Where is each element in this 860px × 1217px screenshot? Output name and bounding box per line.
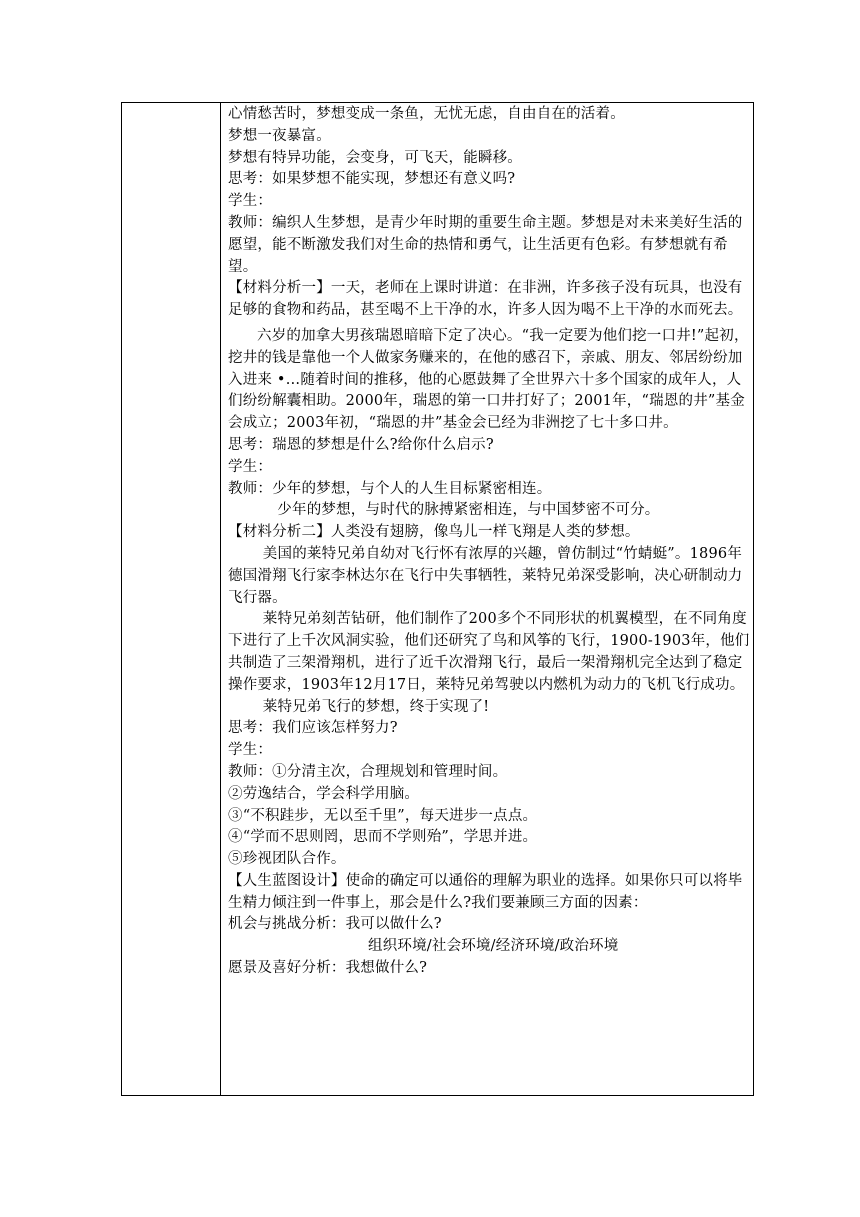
teacher-point-3: ③“不积跬步，无以至千里”，每天进步一点点。 (228, 807, 538, 824)
life-blueprint-paragraph: 【人生蓝图设计】使命的确定可以通俗的理解为职业的选择。如果你只可以将毕生精力倾注到一件事上，那会是什么?我们要兼顾三方面的因素： (228, 872, 743, 911)
column-divider (220, 102, 221, 1096)
teacher-point-1: 教师：①分清主次，合理规划和管理时间。 (228, 763, 508, 780)
environment-list-line: 组织环境/社会环境/经济环境/政治环境 (368, 938, 619, 955)
teacher-paragraph-1: 教师：编织人生梦想，是青少年时期的重要生命主题。梦想是对未来美好生活的愿望，能不断激发我们对生命的热情和勇气，让生活更有色彩。有梦想就有希望。 (228, 214, 743, 275)
teacher-point-5: ⑤珍视团队合作。 (228, 851, 346, 868)
vision-analysis-line: 愿景及喜好分析：我想做什么? (228, 960, 428, 977)
think-question-2: 思考：瑞恩的梦想是什么?给你什么启示? (228, 436, 494, 453)
ryan-story-paragraph: 六岁的加拿大男孩瑞恩暗暗下定了决心。“我一定要为他们挖一口井!”起初，挖井的钱是靠他一个人做家务赚来的，在他的感召下，亲戚、朋友、邻居纷纷加入进来 •…随着时间的推移，他的心愿鼓舞了全世界六十多个国家的成年人，人们纷纷解囊相助。2000年，瑞恩的第一口井打好了；2001年，“瑞恩的井”基金会成立；2003年初，“瑞恩的井”基金会已经为非洲挖了七十多口井。 (228, 327, 749, 432)
dream-fish-line: 心情愁苦时，梦想变成一条鱼，无忧无虑，自由自在的活着。 (228, 106, 625, 122)
teacher-point-4: ④“学而不思则罔，思而不学则殆”，学思并进。 (228, 829, 538, 846)
opportunity-analysis-line: 机会与挑战分析：我可以做什么? (228, 916, 442, 933)
dream-superpower-line: 梦想有特异功能，会变身，可飞天，能瞬移。 (228, 149, 522, 166)
teacher-paragraph-2: 教师：少年的梦想，与个人的人生目标紧密相连。 (228, 480, 552, 497)
material-analysis-2: 【材料分析二】人类没有翅膀，像鸟儿一样飞翔是人类的梦想。 (228, 524, 640, 541)
wright-intro-paragraph: 美国的莱特兄弟自幼对飞行怀有浓厚的兴趣，曾仿制过“竹蜻蜓”。1896年德国滑翔飞行家李林达尔在飞行中失事牺牲，莱特兄弟深受影响，决心研制动力飞行器。 (228, 545, 743, 606)
wright-conclusion-line: 莱特兄弟飞行的梦想，终于实现了! (262, 698, 490, 715)
wright-research-paragraph: 莱特兄弟刻苦钻研，他们制作了200多个不同形状的机翼模型，在不同角度下进行了上千次风洞实验，他们还研究了鸟和风筝的飞行，1900-1903年，他们共制造了三架滑翔机，进行了近千次滑翔飞行，最后一架滑翔机完全达到了稳定操作要求，1903年12月17日，莱特兄弟驾驶以内燃机为动力的飞机飞行成功。 (228, 611, 750, 693)
teacher-paragraph-2b: 少年的梦想，与时代的脉搏紧密相连，与中国梦密不可分。 (277, 502, 660, 519)
think-question-1: 思考：如果梦想不能实现，梦想还有意义吗? (228, 171, 516, 188)
student-label-2: 学生： (228, 458, 273, 475)
teacher-point-2: ②劳逸结合，学会科学用脑。 (228, 785, 420, 802)
lesson-content-cell (228, 104, 752, 1094)
student-label-3: 学生： (228, 742, 273, 759)
dream-rich-line: 梦想一夜暴富。 (228, 127, 331, 144)
think-question-3: 思考：我们应该怎样努力? (228, 720, 398, 737)
material-analysis-1: 【材料分析一】一天，老师在上课时讲道：在非洲，许多孩子没有玩具，也没有足够的食物和药品，甚至喝不上干净的水，许多人因为喝不上干净的水而死去。 (228, 280, 743, 319)
student-label-1: 学生： (228, 193, 273, 210)
